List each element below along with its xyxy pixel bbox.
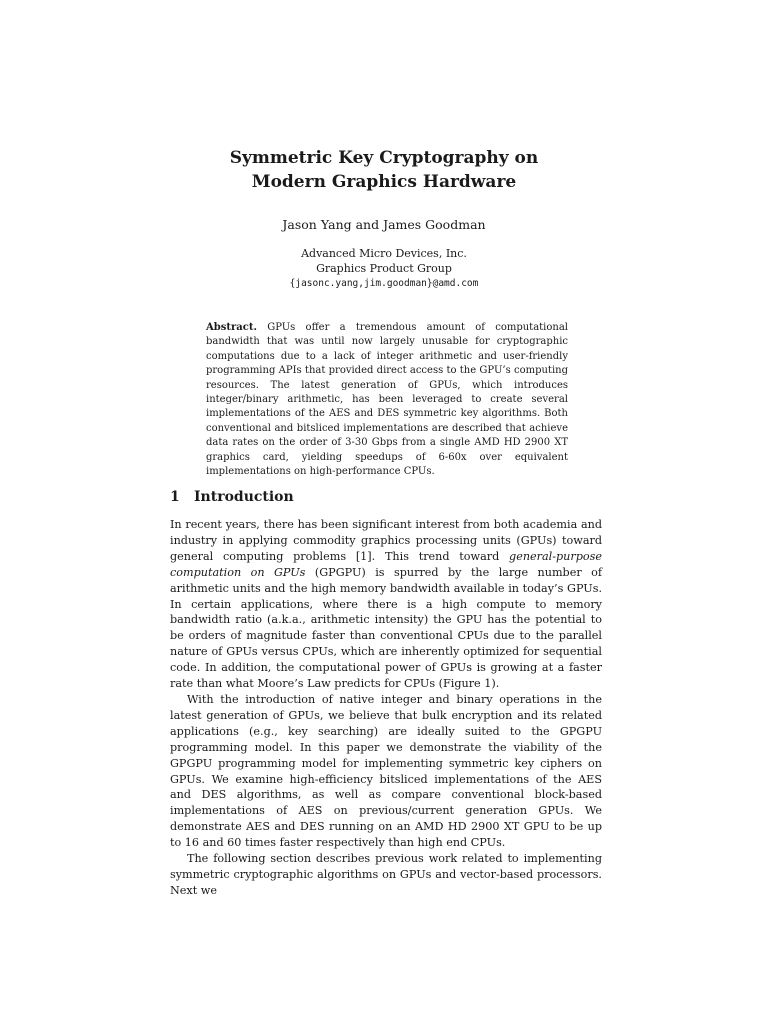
paper-title bbox=[0, 146, 768, 194]
paragraph-3: The following section describes previous work related to implementing symmetric cryptographic algorithms on GPUs and vector-based processors. Next we bbox=[170, 852, 602, 897]
affiliation-group: Graphics Product Group bbox=[316, 262, 452, 275]
paragraph-1-part-2: (GPGPU) is spurred by the large number of arithmetic units and the high memory bandwidth available in today’s GPUs. In certain applications, where there is a high compute to memory bandwidth ratio (a.k.a., arithmetic intensity) the GPU has the potential to be orders of magnitude faster than conventional CPUs due to the parallel nature of GPUs versus CPUs, which are inherently optimized for sequential code. In addition, the computational power of GPUs is growing at a faster rate than what Moore’s Law predicts for CPUs (Figure 1). bbox=[170, 565, 603, 691]
paragraph-1-part-1: In recent years, there has been significant interest from both academia and industry in applying commodity graphics processing units (GPUs) toward general computing problems [1]. This trend toward bbox=[170, 518, 602, 563]
paragraph-1 bbox=[170, 517, 602, 692]
title-line-2: Modern Graphics Hardware bbox=[251, 172, 517, 192]
title-line-1: Symmetric Key Cryptography on bbox=[229, 148, 539, 168]
introduction-body bbox=[170, 517, 602, 899]
section-heading-introduction bbox=[170, 487, 294, 507]
affiliation-block bbox=[0, 246, 768, 291]
section-number: 1 bbox=[170, 489, 180, 505]
author-email: {jasonc.yang,jim.goodman}@amd.com bbox=[289, 278, 479, 289]
section-title: Introduction bbox=[194, 489, 294, 505]
affiliation-org: Advanced Micro Devices, Inc. bbox=[301, 247, 467, 260]
abstract-text: GPUs offer a tremendous amount of computational bandwidth that was until now largely unusable for cryptographic computations due to a lack of integer arithmetic and user-friendly programming APIs that provided direct access to the GPU’s computing resources. The latest generation of GPUs, which introduces integer/binary arithmetic, has been leveraged to create several implementations of the AES and DES symmetric key algorithms. Both conventional and bitsliced implementations are described that achieve data rates on the order of 3-30 Gbps from a single AMD HD 2900 XT graphics card, yielding speedups of 6-60x over equivalent implementations on high-performance CPUs. bbox=[206, 322, 569, 478]
abstract bbox=[206, 321, 568, 479]
emphasis-gpgpu: general-purpose computation on GPUs bbox=[170, 549, 602, 579]
author-list: Jason Yang and James Goodman bbox=[282, 217, 486, 232]
paragraph-2: With the introduction of native integer and binary operations in the latest generation of GPUs, we believe that bulk encryption and its related applications (e.g., key searching) are ideally suited to the GPGPU programming model. In this paper we demonstrate the viability of the GPGPU programming model for implementing symmetric key ciphers on GPUs. We examine high-efficiency bitsliced implementations of the AES and DES algorithms, as well as compare conventional block-based implementations of AES on previous/current generation GPUs. We demonstrate AES and DES running on an AMD HD 2900 XT GPU to be up to 16 and 60 times faster respectively than high end CPUs. bbox=[170, 692, 602, 850]
abstract-label: Abstract. bbox=[206, 322, 257, 333]
